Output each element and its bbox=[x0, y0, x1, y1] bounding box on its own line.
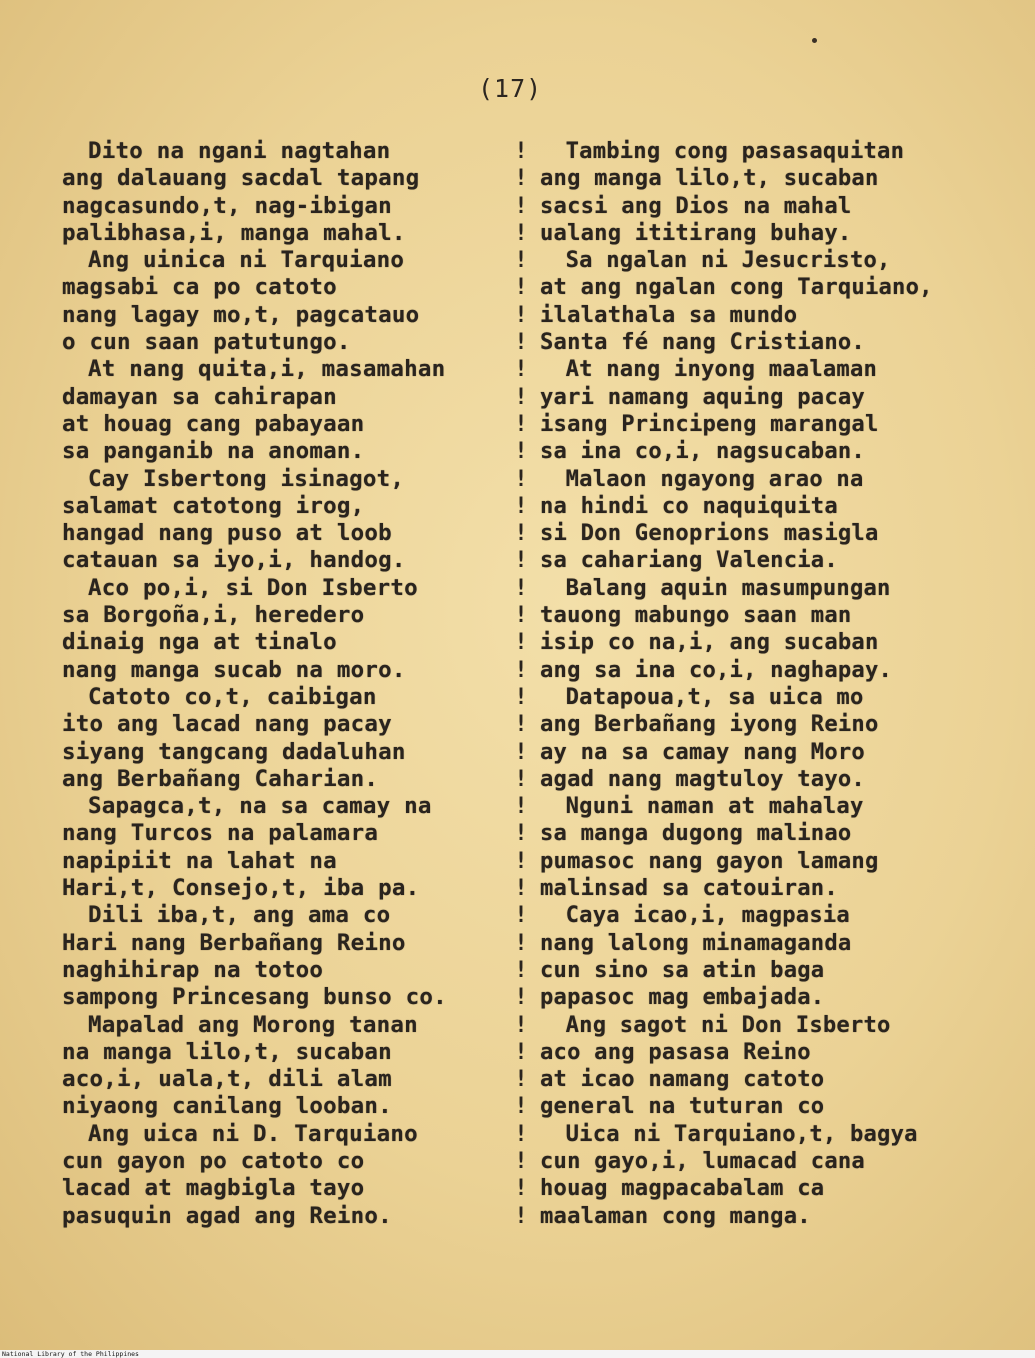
divider-mark: ! bbox=[514, 575, 528, 601]
verse-line: dinaig nga at tinalo bbox=[62, 629, 337, 656]
divider-mark: ! bbox=[514, 1067, 528, 1093]
verse-line: Ang uica ni D. Tarquiano bbox=[88, 1120, 418, 1147]
library-credit: National Library of the Philippines bbox=[2, 1350, 139, 1358]
verse-line: agad nang magtuloy tayo. bbox=[540, 765, 865, 792]
verse-line: Cay Isbertong isinagot, bbox=[88, 465, 405, 492]
divider-mark: ! bbox=[514, 794, 528, 820]
verse-line: palibhasa,i, manga mahal. bbox=[62, 219, 406, 246]
verse-line: pasuquin agad ang Reino. bbox=[62, 1202, 392, 1229]
verse-line: at icao namang catoto bbox=[540, 1066, 825, 1093]
divider-mark: ! bbox=[514, 248, 528, 274]
divider-mark: ! bbox=[514, 466, 528, 492]
right-verse-column bbox=[540, 138, 1020, 1230]
verse-line: cun sino sa atin baga bbox=[540, 956, 825, 983]
verse-line: Sapagca,t, na sa camay na bbox=[88, 793, 432, 820]
verse-line: Catoto co,t, caibigan bbox=[88, 683, 377, 710]
verse-line: nang lagay mo,t, pagcatauo bbox=[62, 301, 420, 328]
verse-line: ay na sa camay nang Moro bbox=[540, 738, 865, 765]
divider-mark: ! bbox=[514, 630, 528, 656]
divider-mark: ! bbox=[514, 139, 528, 164]
divider-mark: ! bbox=[514, 193, 528, 219]
verse-line: cun gayon po catoto co bbox=[62, 1147, 365, 1174]
divider-mark: ! bbox=[514, 411, 528, 437]
verse-line: Mapalad ang Morong tanan bbox=[88, 1011, 418, 1038]
verse-line: Hari,t, Consejo,t, iba pa. bbox=[62, 875, 420, 902]
verse-line: sacsi ang Dios na mahal bbox=[540, 192, 852, 219]
verse-line: aco,i, uala,t, dili alam bbox=[62, 1066, 392, 1093]
verse-line: nagcasundo,t, nag-ibigan bbox=[62, 192, 392, 219]
divider-mark: ! bbox=[514, 521, 528, 547]
verse-line: at houag cang pabayaan bbox=[62, 410, 365, 437]
verse-line: Uica ni Tarquiano,t, bagya bbox=[565, 1120, 918, 1147]
verse-line: damayan sa cahirapan bbox=[62, 383, 337, 410]
verse-line: si Don Genoprions masigla bbox=[540, 520, 879, 547]
verse-line: sa manga dugong malinao bbox=[540, 820, 852, 847]
divider-mark: ! bbox=[514, 1121, 528, 1147]
verse-line: naghihirap na totoo bbox=[62, 956, 324, 983]
verse-line: At nang inyong maalaman bbox=[565, 356, 878, 383]
verse-line: nang manga sucab na moro. bbox=[62, 656, 406, 683]
verse-line: malinsad sa catouiran. bbox=[540, 875, 838, 902]
page-number: (17) bbox=[478, 74, 543, 103]
verse-line: Sa ngalan ni Jesucristo, bbox=[565, 247, 891, 274]
verse-line: isip co na,i, ang sucaban bbox=[540, 629, 879, 656]
verse-line: Nguni naman at mahalay bbox=[565, 793, 864, 820]
divider-mark: ! bbox=[514, 302, 528, 328]
verse-line: sa ina co,i, nagsucaban. bbox=[540, 438, 865, 465]
divider-mark: ! bbox=[514, 493, 528, 519]
divider-mark: ! bbox=[514, 548, 528, 574]
verse-line: pumasoc nang gayon lamang bbox=[540, 847, 879, 874]
verse-line: salamat catotong irog, bbox=[62, 492, 365, 519]
verse-line: papasoc mag embajada. bbox=[540, 984, 825, 1011]
ink-speck bbox=[812, 38, 817, 43]
divider-mark: ! bbox=[514, 766, 528, 792]
verse-line: Hari nang Berbañang Reino bbox=[62, 929, 406, 956]
divider-mark: ! bbox=[514, 1094, 528, 1120]
verse-line: tauong mabungo saan man bbox=[540, 602, 852, 629]
divider-mark: ! bbox=[514, 739, 528, 765]
divider-mark: ! bbox=[514, 1012, 528, 1038]
divider-mark: ! bbox=[514, 903, 528, 929]
verse-line: Ang uinica ni Tarquiano bbox=[88, 247, 405, 274]
verse-line: sa cahariang Valencia. bbox=[540, 547, 838, 574]
divider-mark: ! bbox=[514, 1203, 528, 1229]
verse-line: Ang sagot ni Don Isberto bbox=[565, 1011, 891, 1038]
verse-line: magsabi ca po catoto bbox=[62, 274, 337, 301]
verse-line: ang dalauang sacdal tapang bbox=[62, 165, 420, 192]
verse-line: maalaman cong manga. bbox=[540, 1202, 811, 1229]
divider-mark: ! bbox=[514, 657, 528, 683]
verse-line: sa panganib na anoman. bbox=[62, 438, 365, 465]
footer-bar bbox=[0, 1350, 1035, 1358]
verse-line: ang manga lilo,t, sucaban bbox=[540, 165, 879, 192]
verse-line: ilalathala sa mundo bbox=[540, 301, 798, 328]
verse-line: sa Borgoña,i, heredero bbox=[62, 602, 365, 629]
divider-mark: ! bbox=[514, 876, 528, 902]
divider-mark: ! bbox=[514, 220, 528, 246]
verse-line: siyang tangcang dadaluhan bbox=[62, 738, 406, 765]
divider-mark: ! bbox=[514, 439, 528, 465]
divider-mark: ! bbox=[514, 357, 528, 383]
verse-line: yari namang aquing pacay bbox=[540, 383, 865, 410]
divider-mark: ! bbox=[514, 848, 528, 874]
verse-line: Dito na ngani nagtahan bbox=[88, 138, 391, 164]
verse-line: sampong Princesang bunso co. bbox=[62, 984, 447, 1011]
verse-line: At nang quita,i, masamahan bbox=[88, 356, 446, 383]
divider-mark: ! bbox=[514, 930, 528, 956]
verse-line: lacad at magbigla tayo bbox=[62, 1175, 365, 1202]
verse-line: na hindi co naquiquita bbox=[540, 492, 838, 519]
verse-line: ualang ititirang buhay. bbox=[540, 219, 852, 246]
divider-mark: ! bbox=[514, 821, 528, 847]
divider-mark: ! bbox=[514, 330, 528, 356]
divider-mark: ! bbox=[514, 603, 528, 629]
divider-mark: ! bbox=[514, 985, 528, 1011]
verse-line: napipiit na lahat na bbox=[62, 847, 337, 874]
divider-mark: ! bbox=[514, 1176, 528, 1202]
verse-line: niyaong canilang looban. bbox=[62, 1093, 392, 1120]
verse-line: aco ang pasasa Reino bbox=[540, 1038, 811, 1065]
verse-line: Tambing cong pasasaquitan bbox=[565, 138, 905, 164]
divider-mark: ! bbox=[514, 384, 528, 410]
verse-line: ito ang lacad nang pacay bbox=[62, 711, 392, 738]
verse-line: Datapoua,t, sa uica mo bbox=[565, 683, 864, 710]
verse-line: at ang ngalan cong Tarquiano, bbox=[540, 274, 933, 301]
verse-line: Malaon ngayong arao na bbox=[565, 465, 864, 492]
verse-line: general na tuturan co bbox=[540, 1093, 825, 1120]
divider-mark: ! bbox=[514, 1039, 528, 1065]
left-verse-column bbox=[62, 138, 512, 1230]
verse-line: isang Principeng marangal bbox=[540, 410, 879, 437]
verse-line: nang Turcos na palamara bbox=[62, 820, 379, 847]
verse-line: o cun saan patutungo. bbox=[62, 329, 351, 356]
verse-line: na manga lilo,t, sucaban bbox=[62, 1038, 392, 1065]
verse-line: nang lalong minamaganda bbox=[540, 929, 852, 956]
verse-line: hangad nang puso at loob bbox=[62, 520, 392, 547]
verse-line: ang Berbañang Caharian. bbox=[62, 765, 379, 792]
divider-mark: ! bbox=[514, 275, 528, 301]
verse-line: Aco po,i, si Don Isberto bbox=[88, 574, 418, 601]
verse-line: ang sa ina co,i, naghapay. bbox=[540, 656, 893, 683]
divider-mark: ! bbox=[514, 166, 528, 192]
divider-mark: ! bbox=[514, 712, 528, 738]
verse-line: houag magpacabalam ca bbox=[540, 1175, 825, 1202]
divider-mark: ! bbox=[514, 957, 528, 983]
verse-line: cun gayo,i, lumacad cana bbox=[540, 1147, 865, 1174]
verse-line: Dili iba,t, ang ama co bbox=[88, 902, 391, 929]
divider-mark: ! bbox=[514, 684, 528, 710]
column-divider bbox=[506, 138, 536, 1230]
verse-line: Balang aquin masumpungan bbox=[565, 574, 891, 601]
verse-line: Santa fé nang Cristiano. bbox=[540, 329, 865, 356]
divider-mark: ! bbox=[514, 1148, 528, 1174]
verse-line: ang Berbañang iyong Reino bbox=[540, 711, 879, 738]
verse-line: catauan sa iyo,i, handog. bbox=[62, 547, 406, 574]
verse-line: Caya icao,i, magpasia bbox=[565, 902, 850, 929]
